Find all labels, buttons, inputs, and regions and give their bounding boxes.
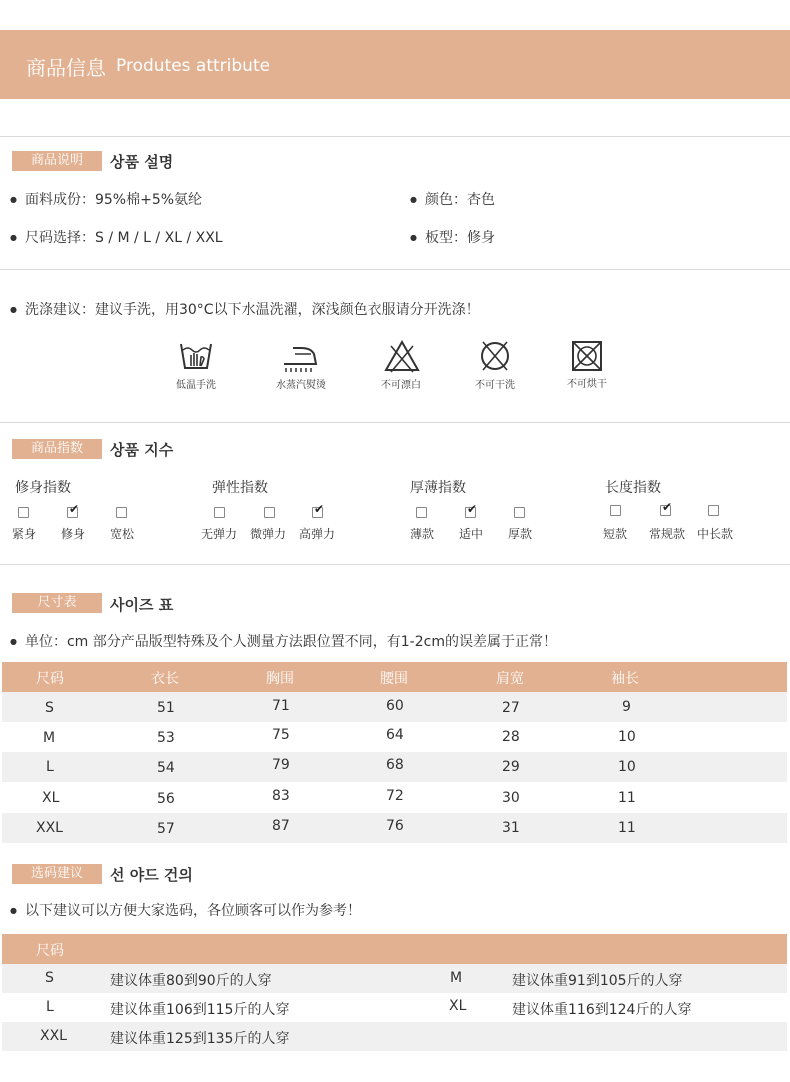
option-label: 紧身 [12, 527, 37, 541]
length-index-title: 长度指数 [605, 480, 661, 496]
cell: 9 [622, 699, 631, 715]
checkbox-mid-long[interactable] [708, 505, 719, 516]
no-dry-clean-icon [476, 339, 514, 377]
option-label: 高弹力 [299, 527, 336, 541]
option-label: 薄款 [410, 527, 435, 541]
recommend-note: ● 以下建议可以方便大家选码，各位顾客可以作为参考！ [10, 900, 361, 920]
hand-wash-label: 低温手洗 [176, 380, 216, 391]
cell: 79 [272, 757, 290, 773]
cell: 76 [386, 818, 404, 834]
rec-text: 建议体重125到135斤的人穿 [110, 1031, 290, 1047]
header-title-cn: 商品信息 [26, 56, 106, 80]
recommend-title-kr: 선 야드 건의 [110, 866, 193, 884]
divider [0, 422, 790, 423]
fabric-item: ● 面料成份：95%棉+5%氨纶 [10, 189, 202, 209]
steam-iron-icon [281, 342, 319, 380]
rec-text: 建议体重106到115斤的人穿 [110, 1002, 290, 1018]
checkbox-thick[interactable] [514, 507, 525, 518]
rec-size: M [450, 970, 463, 986]
rec-size: XXL [40, 1028, 67, 1044]
option-label: 常规款 [649, 527, 686, 541]
cell: 10 [618, 729, 636, 745]
divider [0, 564, 790, 565]
no-bleach-label: 不可漂白 [381, 380, 421, 391]
header-cell: 腰围 [380, 671, 408, 687]
cell: 56 [157, 791, 175, 807]
recommend-header-label: 尺码 [36, 943, 64, 959]
checkbox-slight-stretch[interactable] [264, 507, 275, 518]
cell: 83 [272, 788, 290, 804]
cell: 28 [502, 729, 520, 745]
cell: 57 [157, 821, 175, 837]
cell: XL [42, 790, 60, 806]
option-label: 修身 [61, 527, 86, 541]
cell: 11 [618, 790, 636, 806]
checkbox-tight[interactable] [18, 507, 29, 518]
index-tag: 商品指数 [12, 439, 102, 459]
cell: 31 [502, 820, 520, 836]
rec-text: 建议体重116到124斤的人穿 [512, 1002, 692, 1018]
cell: L [46, 759, 54, 775]
divider [0, 136, 790, 137]
description-tag: 商品说明 [12, 151, 102, 171]
divider [0, 269, 790, 270]
checkbox-high-stretch[interactable] [312, 507, 323, 518]
elasticity-index-title: 弹性指数 [212, 480, 268, 496]
steam-iron-label: 水蒸汽熨烫 [276, 380, 326, 391]
no-bleach-icon [383, 340, 421, 378]
size-note: ● 单位：cm 部分产品版型特殊及个人测量方法跟位置不同，有1-2cm的误差属于正常！ [10, 631, 557, 651]
cell: 54 [157, 760, 175, 776]
size-table-title-kr: 사이즈 표 [110, 596, 174, 614]
recommend-header [2, 934, 787, 964]
cell: 68 [386, 757, 404, 773]
no-tumble-dry-label: 不可烘干 [567, 379, 607, 390]
rec-size: L [46, 999, 54, 1015]
rec-size: XL [449, 998, 467, 1014]
cell: 64 [386, 727, 404, 743]
checkbox-regular[interactable] [660, 505, 671, 516]
size-choice-item: ● 尺码选择：S / M / L / XL / XXL [10, 227, 223, 247]
checkbox-short[interactable] [610, 505, 621, 516]
checkbox-thin[interactable] [416, 507, 427, 518]
fit-index-title: 修身指数 [15, 480, 71, 496]
rec-text: 建议体重80到90斤的人穿 [110, 973, 272, 989]
index-title-kr: 상품 지수 [110, 441, 174, 459]
option-label: 中长款 [697, 527, 734, 541]
hand-wash-icon [177, 340, 215, 378]
header-cell: 胸围 [266, 671, 294, 687]
cell: 60 [386, 698, 404, 714]
no-tumble-dry-icon [568, 339, 606, 377]
header-title-en: Produtes attribute [116, 56, 271, 76]
option-label: 无弹力 [201, 527, 238, 541]
cell: 10 [618, 759, 636, 775]
checkbox-medium[interactable] [465, 507, 476, 518]
size-table-tag: 尺寸表 [12, 593, 102, 613]
cell: S [45, 700, 54, 716]
header-cell: 衣长 [151, 671, 179, 687]
color-item: ● 颜色：杏色 [410, 189, 495, 209]
cell: XXL [36, 820, 63, 836]
thickness-index-title: 厚薄指数 [410, 480, 466, 496]
rec-text: 建议体重91到105斤的人穿 [512, 973, 683, 989]
option-label: 微弹力 [250, 527, 287, 541]
recommend-tag: 选码建议 [12, 864, 102, 884]
cell: 27 [502, 700, 520, 716]
header-cell: 尺码 [36, 671, 64, 687]
cell: 87 [272, 818, 290, 834]
cell: 29 [502, 759, 520, 775]
checkbox-slim[interactable] [67, 507, 78, 518]
option-label: 厚款 [508, 527, 533, 541]
cell: M [43, 730, 56, 746]
checkbox-loose[interactable] [116, 507, 127, 518]
fit-item: ● 板型：修身 [410, 227, 495, 247]
cell: 71 [272, 698, 290, 714]
header-cell: 肩宽 [496, 671, 524, 687]
cell: 53 [157, 730, 175, 746]
option-label: 短款 [603, 527, 628, 541]
washing-advice: ● 洗涤建议：建议手洗，用30°C以下水温洗濯，深浅颜色衣服请分开洗涤！ [10, 299, 480, 319]
cell: 75 [272, 727, 290, 743]
cell: 51 [157, 700, 175, 716]
cell: 72 [386, 788, 404, 804]
option-label: 适中 [459, 527, 484, 541]
option-label: 宽松 [110, 527, 135, 541]
cell: 30 [502, 790, 520, 806]
no-dry-clean-label: 不可干洗 [475, 380, 515, 391]
header-cell: 袖长 [611, 671, 639, 687]
checkbox-no-stretch[interactable] [214, 507, 225, 518]
cell: 11 [618, 820, 636, 836]
description-title-kr: 상품 설명 [110, 153, 174, 171]
rec-size: S [45, 970, 54, 986]
